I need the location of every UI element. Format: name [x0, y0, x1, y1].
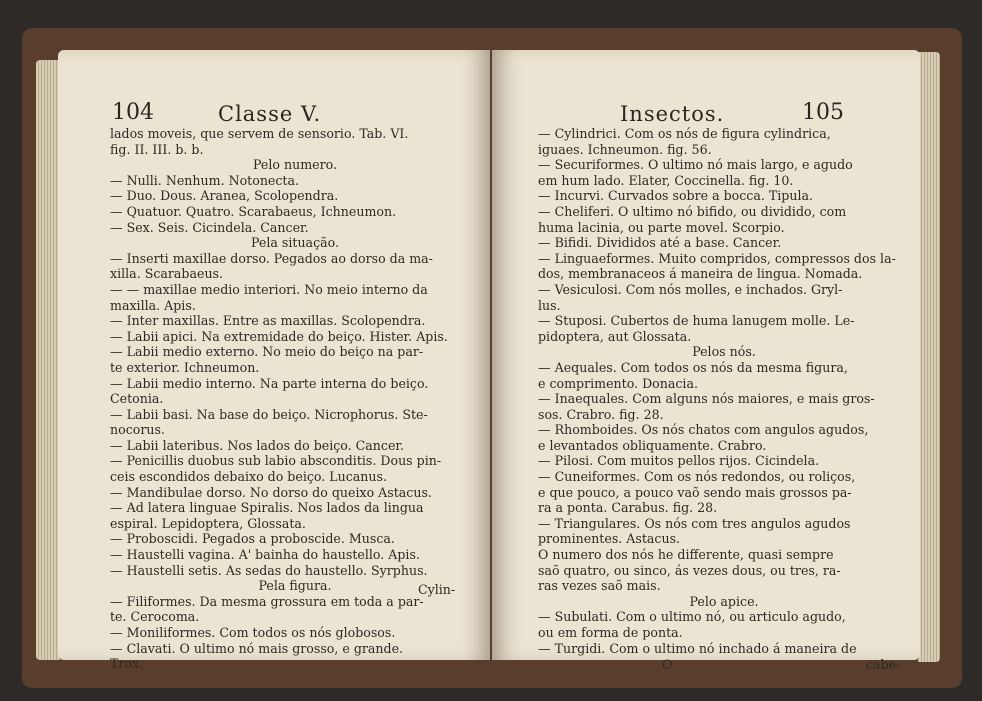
- left-page: [58, 50, 490, 672]
- text-line: — Incurvi. Curvados sobre a bocca. Tipula.: [538, 188, 814, 204]
- text-line: nocorus.: [110, 422, 165, 438]
- text-line: saõ quatro, ou sinco, ás vezes dous, ou tres, ra-: [538, 562, 841, 578]
- text-line: lados moveis, que servem de sensorio. Tab. VI.: [110, 126, 409, 141]
- text-line: — Filiformes. Da mesma grossura em toda a par-: [110, 593, 424, 609]
- text-line: Trox.: [110, 656, 144, 672]
- text-line: xilla. Scarabaeus.: [110, 266, 224, 282]
- text-line: — Probosci̇di. Pegados a probosci̇de. Musca.: [110, 531, 395, 547]
- text-line: maxilla. Apis.: [110, 297, 196, 313]
- text-line: e comprimento. Donacia.: [538, 375, 698, 391]
- left-page-header: Classe V.: [218, 102, 322, 126]
- text-line: — Stuposi. Cubertos de huma lanugem molle. Le-: [538, 313, 855, 329]
- text-line: — Haustelli setis. As sedas do haustello. Syrphus.: [110, 562, 428, 578]
- text-line: — Linguaeformes. Muito compridos, compressos dos la-: [538, 250, 896, 266]
- text-line: — Labii apici. Na extremidade do beiço. Hister. Apis.: [110, 328, 448, 344]
- text-line: — Haustelli vagina. A' bainha do haustello. Apis.: [110, 547, 420, 563]
- text-line: — Securiformes. O ultimo nó mais largo, e agudo: [538, 157, 853, 173]
- text-line: Pelo apice.: [689, 593, 759, 609]
- text-line: — Bifidi. Divididos até a base. Cancer.: [538, 235, 782, 251]
- text-line: — Inaequales. Com alguns nós maiores, e mais gros-: [538, 391, 875, 407]
- right-catchword: cabe-: [866, 657, 901, 672]
- text-line: — Sex. Seis. Cicindela. Cancer.: [110, 219, 309, 235]
- text-line: O numero dos nós he differente, quasi sempre: [538, 547, 834, 563]
- text-line: — Triangulares. Os nós com tres angulos agudos: [538, 515, 851, 531]
- text-line: Pelo numero.: [253, 157, 337, 173]
- text-line: ceis escondidos debaixo do beiço. Lucanus.: [110, 469, 387, 485]
- text-line: — Aequales. Com todos os nós da mesma figura,: [538, 359, 848, 375]
- text-line: — Pilosi. Com muitos pellos rijos. Cicindela.: [538, 453, 820, 469]
- left-page-number: 104: [112, 100, 154, 125]
- text-line: prominentes. Astacus.: [538, 531, 681, 547]
- text-line: — Moniliformes. Com todos os nós globosos.: [110, 625, 396, 640]
- text-line: — Inter maxillas. Entre as maxillas. Scolopendra.: [110, 313, 426, 329]
- text-line: — Turgidi. Com o ultimo nó inchado á maneira de: [538, 640, 857, 656]
- right-page-header: Insectos.: [620, 102, 725, 126]
- text-line: — Penicillis duobus sub labio absconditis. Dous pin-: [110, 453, 442, 469]
- text-line: — Subulati. Com o ultimo nó, ou articulo agudo,: [538, 609, 846, 625]
- text-line: Pela figura.: [258, 578, 332, 594]
- text-line: — Cylindrici. Com os nós de figura cylindrica,: [538, 126, 831, 141]
- right-page: [492, 50, 920, 672]
- left-catchword: Cylin-: [418, 582, 456, 597]
- signature-mark: O: [662, 657, 673, 672]
- text-line: pidoptera, aut Glossata.: [538, 328, 692, 344]
- text-line: e levantados obliquamente. Crabro.: [538, 437, 767, 453]
- right-page-text: [538, 126, 910, 656]
- text-line: dos, membranaceos á maneira de lingua. Nomada.: [538, 266, 863, 282]
- text-line: — Labii medio interno. Na parte interna do beiço.: [110, 375, 429, 391]
- text-line: — Ad latera linguae Spiralis. Nos lados da lingua: [110, 500, 424, 516]
- text-line: e que pouco, a pouco vaõ sendo mais grossos pa-: [538, 484, 852, 500]
- text-line: — Mandibulae dorso. No dorso do queixo Astacus.: [110, 484, 432, 500]
- text-line: — Clavati. O ultimo nó mais grosso, e grande.: [110, 640, 404, 656]
- text-line: — Labii medio externo. No meio do beiço na par-: [110, 344, 424, 360]
- text-line: — Inserti maxillae dorso. Pegados ao dorso da ma-: [110, 250, 433, 266]
- text-line: ras vezes saõ mais.: [538, 578, 661, 594]
- text-line: — Cuneiformes. Com os nós redondos, ou roliços,: [538, 469, 856, 485]
- text-line: em hum lado. Elater, Coccinella. fig. 10.: [538, 172, 794, 188]
- text-line: — Duo. Dous. Aranea, Scolopendra.: [110, 188, 339, 204]
- text-line: — — maxillae medio interiori. No meio interno da: [110, 281, 428, 297]
- text-line: Cetonia.: [110, 391, 164, 407]
- text-line: — Cheliferi. O ultimo nó bifido, ou dividido, com: [538, 203, 847, 219]
- text-line: ou em forma de ponta.: [538, 625, 683, 640]
- text-line: — Labii basi. Na base do beiço. Nicrophorus. Ste-: [110, 406, 428, 422]
- text-line: sos. Crabro. fig. 28.: [538, 406, 664, 422]
- text-line: — Nulli. Nenhum. Notonecta.: [110, 172, 300, 188]
- text-line: huma lacinia, ou parte movel. Scorpio.: [538, 219, 785, 235]
- text-line: Pelos nós.: [692, 344, 756, 360]
- text-line: lus.: [538, 297, 561, 313]
- text-line: — Quatuor. Quatro. Scarabaeus, Ichneumon.: [110, 203, 397, 219]
- text-line: fig. II. III. b. b.: [110, 141, 204, 157]
- text-line: Pela situação.: [251, 235, 339, 251]
- text-line: — Rhomboides. Os nós chatos com angulos agudos,: [538, 422, 869, 438]
- text-line: espiral. Lepidoptera, Glossata.: [110, 515, 306, 531]
- page-edges-left: [36, 60, 60, 660]
- text-line: te exterior. Ichneumon.: [110, 359, 260, 375]
- text-line: — Vesiculosi. Com nós molles, e inchados. Gryl-: [538, 281, 843, 297]
- page-edges-right: [918, 52, 940, 662]
- text-line: ra a ponta. Carabus. fig. 28.: [538, 500, 718, 516]
- text-line: iguaes. Ichneumon. fig. 56.: [538, 141, 712, 157]
- right-page-number: 105: [802, 100, 844, 125]
- text-line: te. Cerocoma.: [110, 609, 200, 625]
- text-line: — Labii lateribus. Nos lados do beiço. Cancer.: [110, 437, 405, 453]
